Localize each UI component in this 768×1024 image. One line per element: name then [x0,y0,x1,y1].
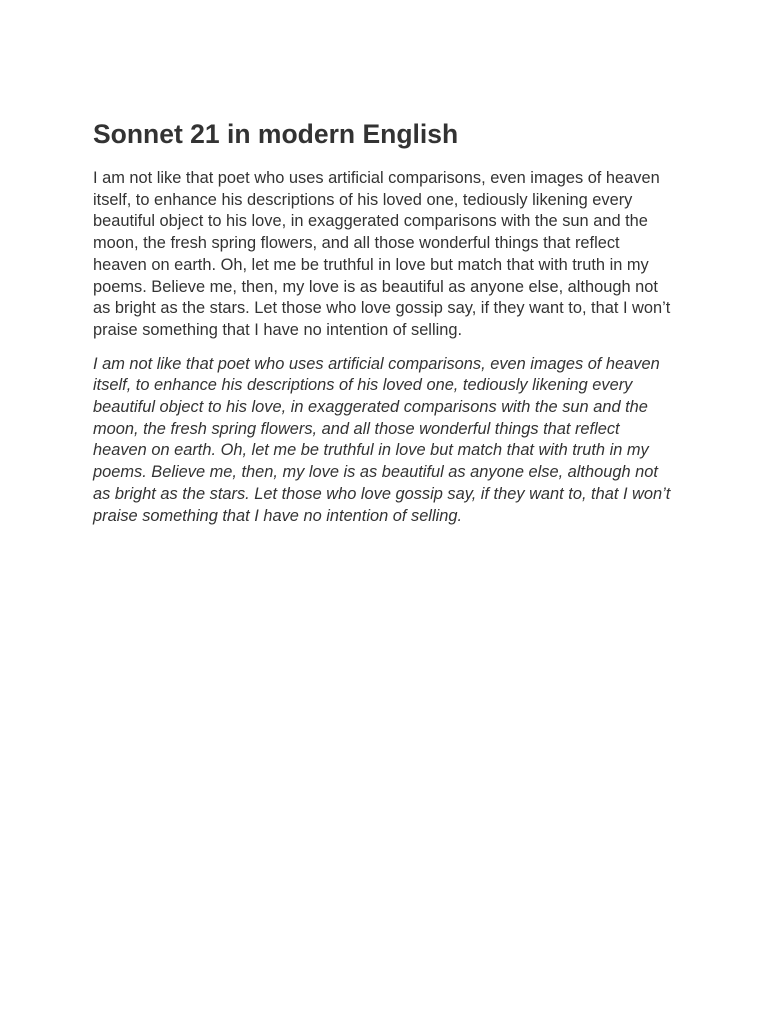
paragraph-regular: I am not like that poet who uses artificial comparisons, even images of heaven itself, to enhance his descriptions of his loved one, tediously likening every beautiful object to his love, in exaggerated comparisons with the sun and the moon, the fresh spring flowers, and all those wonderful things that reflect heaven on earth. Oh, let me be truthful in love but match that with truth in my poems. Believe me, then, my love is as beautiful as anyone else, although not as bright as the stars. Let those who love gossip say, if they want to, that I won’t praise something that I have no intention of selling. [93,169,671,339]
paragraph-italic: I am not like that poet who uses artificial comparisons, even images of heaven itself, to enhance his descriptions of his loved one, tediously likening every beautiful object to his love, in exaggerated comparisons with the sun and the moon, the fresh spring flowers, and all those wonderful things that reflect heaven on earth. Oh, let me be truthful in love but match that with truth in my poems. Believe me, then, my love is as beautiful as anyone else, although not as bright as the stars. Let those who love gossip say, if they want to, that I won’t praise something that I have no intention of selling. [93,354,671,525]
page-title: Sonnet 21 in modern English [93,119,459,149]
